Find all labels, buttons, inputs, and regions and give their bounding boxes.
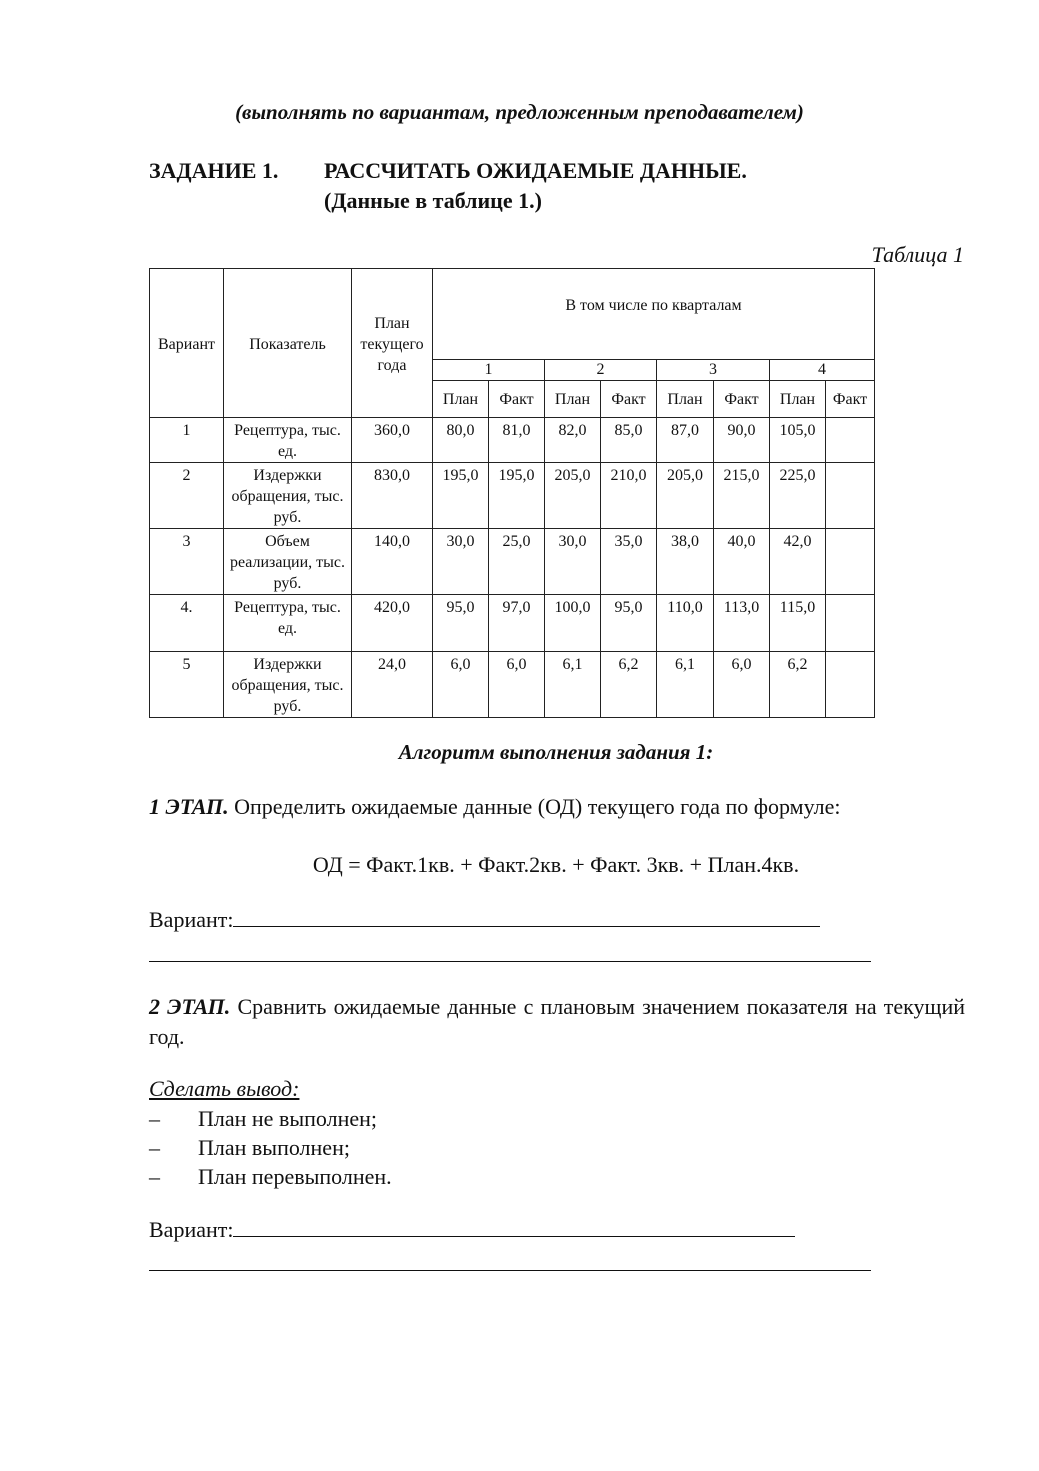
table-row: [150, 529, 875, 595]
option-text: План выполнен;: [198, 1135, 350, 1160]
cell-q4-plan: 225,0: [770, 463, 826, 529]
conclusion-label: Сделать вывод:: [149, 1076, 300, 1101]
header-quarters-title: В том числе по кварталам: [433, 269, 875, 360]
task-number: ЗАДАНИЕ 1.: [149, 158, 279, 183]
cell-q1-fact: 25,0: [489, 529, 545, 595]
header-quarter-3: 3: [657, 360, 770, 381]
cell-plan-year: 420,0: [352, 595, 433, 652]
task-subtitle: (Данные в таблице 1.): [324, 188, 542, 213]
option-text: План перевыполнен.: [198, 1164, 392, 1189]
header-quarter-2: 2: [545, 360, 657, 381]
cell-q3-fact: 215,0: [714, 463, 770, 529]
cell-q2-fact: 85,0: [601, 418, 657, 463]
list-item: [149, 1104, 392, 1133]
cell-q3-fact: 113,0: [714, 595, 770, 652]
cell-q3-plan: 38,0: [657, 529, 714, 595]
cell-q2-fact: 6,2: [601, 652, 657, 718]
header-plan: План: [545, 381, 601, 418]
dash-bullet: –: [149, 1164, 160, 1189]
header-fact: Факт: [714, 381, 770, 418]
algorithm-title: Алгоритм выполнения задания 1:: [398, 740, 714, 764]
header-plan: План: [657, 381, 714, 418]
header-plan-year: План текущего года: [352, 269, 433, 418]
dash-bullet: –: [149, 1106, 160, 1131]
cell-q3-plan: 6,1: [657, 652, 714, 718]
stage-2-text: Сравнить ожидаемые данные с плановым значением показателя на текущий год.: [149, 994, 965, 1049]
header-variant: Вариант: [150, 269, 224, 418]
answer-line[interactable]: [149, 961, 871, 962]
header-row: [150, 269, 875, 360]
option-text: План не выполнен;: [198, 1106, 377, 1131]
conclusion-options: [149, 1104, 392, 1191]
intro-note: (выполнять по вариантам, предложенным преподавателем): [235, 100, 804, 124]
stage-1: [149, 794, 840, 820]
cell-variant: 1: [150, 418, 224, 463]
cell-q4-fact: [826, 463, 875, 529]
cell-variant: 4.: [150, 595, 224, 652]
formula: ОД = Факт.1кв. + Факт.2кв. + Факт. 3кв. + План.4кв.: [312, 852, 800, 877]
data-table: [149, 268, 875, 718]
header-quarter-1: 1: [433, 360, 545, 381]
task-heading: [149, 158, 747, 184]
cell-q4-plan: 115,0: [770, 595, 826, 652]
answer-line[interactable]: [233, 906, 820, 927]
cell-q2-plan: 6,1: [545, 652, 601, 718]
cell-variant: 5: [150, 652, 224, 718]
stage-1-text: Определить ожидаемые данные (ОД) текущего года по формуле:: [228, 794, 841, 819]
cell-q2-plan: 205,0: [545, 463, 601, 529]
list-item: [149, 1162, 392, 1191]
cell-indicator: Объем реализации, тыс. руб.: [224, 529, 352, 595]
table-row: [150, 418, 875, 463]
cell-q4-fact: [826, 595, 875, 652]
cell-plan-year: 360,0: [352, 418, 433, 463]
cell-q3-plan: 110,0: [657, 595, 714, 652]
cell-plan-year: 24,0: [352, 652, 433, 718]
header-fact: Факт: [489, 381, 545, 418]
answer-line[interactable]: [233, 1216, 795, 1237]
cell-q4-plan: 105,0: [770, 418, 826, 463]
cell-q1-plan: 80,0: [433, 418, 489, 463]
dash-bullet: –: [149, 1135, 160, 1160]
header-plan: План: [770, 381, 826, 418]
cell-indicator: Издержки обращения, тыс. руб.: [224, 652, 352, 718]
stage-1-label: 1 ЭТАП.: [149, 794, 229, 819]
cell-q1-plan: 6,0: [433, 652, 489, 718]
table-row: [150, 595, 875, 652]
cell-indicator: Рецептура, тыс. ед.: [224, 595, 352, 652]
cell-q4-plan: 6,2: [770, 652, 826, 718]
answer-line[interactable]: [149, 1270, 871, 1271]
task-title: РАССЧИТАТЬ ОЖИДАЕМЫЕ ДАННЫЕ.: [324, 158, 747, 183]
cell-q4-fact: [826, 418, 875, 463]
variant-label: Вариант:: [149, 907, 234, 932]
cell-q1-fact: 195,0: [489, 463, 545, 529]
table-caption: Таблица 1: [871, 242, 964, 267]
header-indicator: Показатель: [224, 269, 352, 418]
cell-q2-plan: 100,0: [545, 595, 601, 652]
list-item: [149, 1133, 392, 1162]
stage-2: [149, 992, 965, 1052]
cell-q1-plan: 195,0: [433, 463, 489, 529]
header-quarter-4: 4: [770, 360, 875, 381]
cell-indicator: Издержки обращения, тыс. руб.: [224, 463, 352, 529]
header-fact: Факт: [826, 381, 875, 418]
cell-q1-plan: 30,0: [433, 529, 489, 595]
cell-variant: 2: [150, 463, 224, 529]
cell-q2-fact: 210,0: [601, 463, 657, 529]
cell-plan-year: 140,0: [352, 529, 433, 595]
cell-q3-fact: 90,0: [714, 418, 770, 463]
cell-q2-plan: 82,0: [545, 418, 601, 463]
cell-q2-plan: 30,0: [545, 529, 601, 595]
header-plan: План: [433, 381, 489, 418]
cell-q2-fact: 95,0: [601, 595, 657, 652]
cell-variant: 3: [150, 529, 224, 595]
stage-2-label: 2 ЭТАП.: [149, 994, 231, 1019]
cell-q3-fact: 6,0: [714, 652, 770, 718]
cell-q1-fact: 81,0: [489, 418, 545, 463]
cell-q4-plan: 42,0: [770, 529, 826, 595]
header-fact: Факт: [601, 381, 657, 418]
cell-indicator: Рецептура, тыс. ед.: [224, 418, 352, 463]
cell-q1-plan: 95,0: [433, 595, 489, 652]
cell-q3-fact: 40,0: [714, 529, 770, 595]
table-row: [150, 463, 875, 529]
table-row: [150, 652, 875, 718]
variant-answer-1: [149, 906, 820, 933]
variant-answer-2: [149, 1216, 795, 1243]
cell-q3-plan: 205,0: [657, 463, 714, 529]
cell-q1-fact: 6,0: [489, 652, 545, 718]
cell-plan-year: 830,0: [352, 463, 433, 529]
cell-q2-fact: 35,0: [601, 529, 657, 595]
variant-label: Вариант:: [149, 1217, 234, 1242]
cell-q1-fact: 97,0: [489, 595, 545, 652]
cell-q4-fact: [826, 529, 875, 595]
cell-q4-fact: [826, 652, 875, 718]
cell-q3-plan: 87,0: [657, 418, 714, 463]
